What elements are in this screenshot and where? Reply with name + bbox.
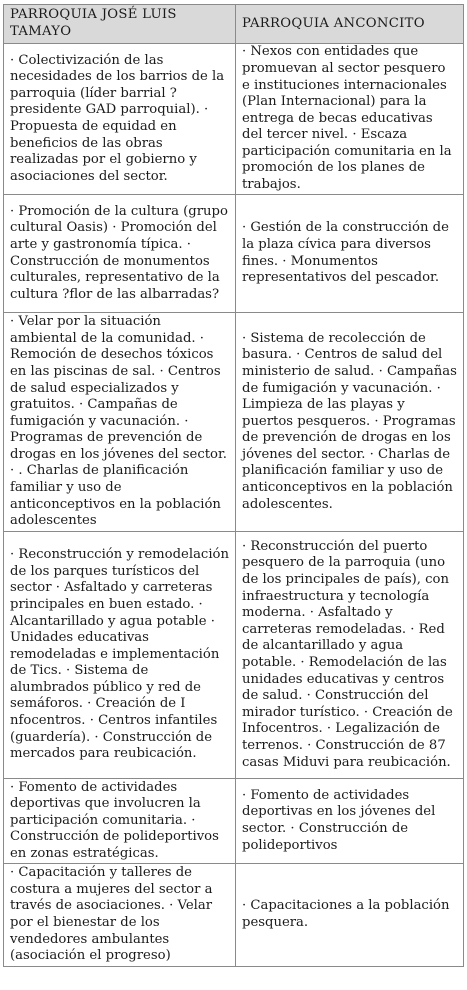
- cell-tamayo: · Capacitación y talleres de costura a mujeres del sector a través de asociaciones. · Velar por el bienestar de los vendedores ambulantes (asociación el progreso): [4, 864, 236, 967]
- header-jose-luis-tamayo: PARROQUIA JOSÉ LUIS TAMAYO: [4, 5, 236, 44]
- cell-anconcito: · Nexos con entidades que promuevan al sector pesquero e instituciones internacionales (Plan Internacional) para la entrega de becas educativas del tercer nivel. · Escaza participación comunitaria en la promoción de los planes de trabajos.: [236, 44, 464, 195]
- cell-tamayo: · Colectivización de las necesidades de los barrios de la parroquia (líder barrial ? presidente GAD parroquial). · Propuesta de equidad en beneficios de las obras realizadas por el gobierno y asociaciones del sector.: [4, 44, 236, 195]
- table-row: [4, 313, 464, 532]
- cell-anconcito: · Gestión de la construcción de la plaza cívica para diversos fines. · Monumentos representativos del pescador.: [236, 195, 464, 313]
- cell-tamayo: · Fomento de actividades deportivas que involucren la participación comunitaria. · Construcción de polideportivos en zonas estratégicas.: [4, 779, 236, 864]
- table-row: [4, 532, 464, 779]
- comparison-table: [3, 4, 464, 967]
- table-row: [4, 779, 464, 864]
- table-row: [4, 195, 464, 313]
- cell-tamayo: · Promoción de la cultura (grupo cultural Oasis) · Promoción del arte y gastronomía típica. · Construcción de monumentos culturales, representativo de la cultura ?flor de las albarradas?: [4, 195, 236, 313]
- cell-tamayo: · Velar por la situación ambiental de la comunidad. · Remoción de desechos tóxicos en las piscinas de sal. · Centros de salud especializados y gratuitos. · Campañas de fumigación y vacunación. · Programas de prevención de drogas en los jóvenes del sector. · . Charlas de planificación familiar y uso de anticonceptivos en la población adolescentes: [4, 313, 236, 532]
- table-row: [4, 864, 464, 967]
- cell-anconcito: · Sistema de recolección de basura. · Centros de salud del ministerio de salud. · Campañas de fumigación y vacunación. · Limpieza de las playas y puertos pesqueros. · Programas de prevención de drogas en los jóvenes del sector. · Charlas de planificación familiar y uso de anticonceptivos en la población adolescentes.: [236, 313, 464, 532]
- cell-anconcito: · Fomento de actividades deportivas en los jóvenes del sector. · Construcción de polideportivos: [236, 779, 464, 864]
- cell-anconcito: · Reconstrucción del puerto pesquero de la parroquia (uno de los principales de país), con infraestructura y tecnología moderna. · Asfaltado y carreteras remodeladas. · Red de alcantarillado y agua potable. · Remodelación de las unidades educativas y centros de salud. · Construcción del mirador turístico. · Creación de Infocentros. · Legalización de terrenos. · Construcción de 87 casas Miduvi para reubicación.: [236, 532, 464, 779]
- cell-tamayo: · Reconstrucción y remodelación de los parques turísticos del sector · Asfaltado y carreteras principales en buen estado. · Alcantarillado y agua potable · Unidades educativas remodeladas e implementación de Tics. · Sistema de alumbrados público y red de semáforos. · Creación de I nfocentros. · Centros infantiles (guardería). · Construcción de mercados para reubicación.: [4, 532, 236, 779]
- table-row: [4, 44, 464, 195]
- cell-anconcito: · Capacitaciones a la población pesquera.: [236, 864, 464, 967]
- header-row: [4, 5, 464, 44]
- header-anconcito: PARROQUIA ANCONCITO: [236, 5, 464, 44]
